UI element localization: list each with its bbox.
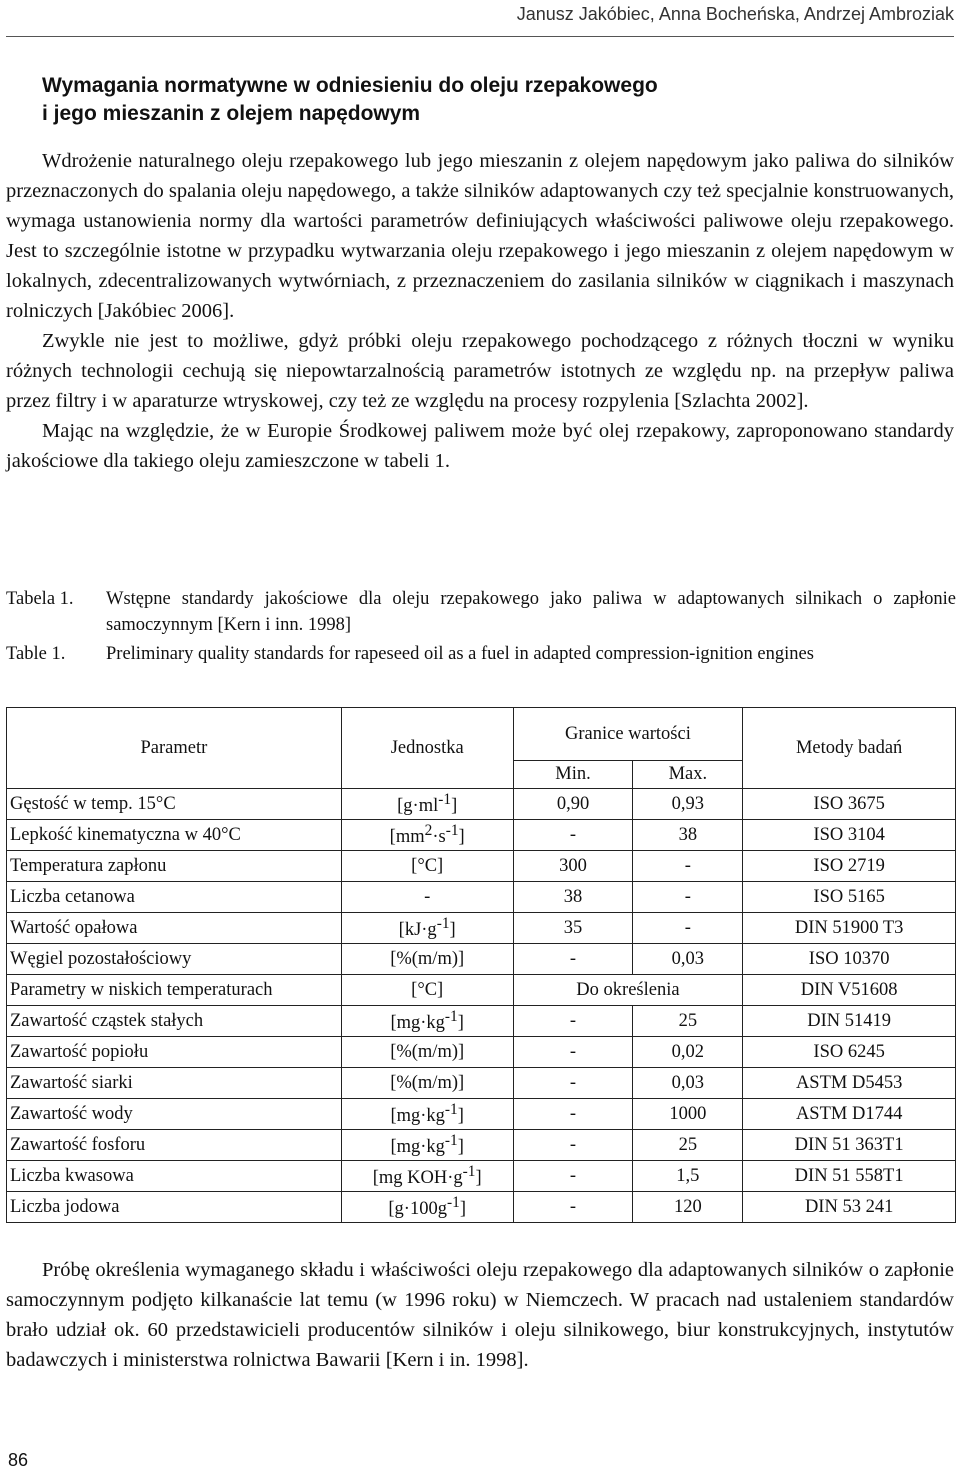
- table-row: [7, 820, 956, 851]
- cell-min: -: [513, 1192, 633, 1223]
- unit-text: ]: [449, 920, 456, 941]
- table-body: [7, 789, 956, 1223]
- header-max: Max.: [633, 761, 743, 789]
- cell-jednostka: [341, 975, 513, 1006]
- table-row: [7, 789, 956, 820]
- unit-text: [°C]: [411, 979, 444, 1000]
- cell-metoda: ISO 6245: [743, 1037, 956, 1068]
- cell-jednostka: [341, 1068, 513, 1099]
- cell-metoda: DIN 53 241: [743, 1192, 956, 1223]
- cell-metoda: ASTM D5453: [743, 1068, 956, 1099]
- unit-text: [kJ·g: [398, 920, 437, 941]
- cell-jednostka: [341, 1192, 513, 1223]
- unit-exponent: 2: [424, 821, 433, 839]
- header-rule: [6, 36, 954, 37]
- cell-min: -: [513, 944, 633, 975]
- unit-text: ]: [475, 1168, 482, 1189]
- table-row: [7, 1130, 956, 1161]
- unit-text: [%(m/m)]: [390, 1041, 465, 1062]
- table-row: [7, 1161, 956, 1192]
- cell-max: 25: [633, 1130, 743, 1161]
- cell-parametr: Liczba kwasowa: [7, 1161, 342, 1192]
- cell-parametr: Parametry w niskich temperaturach: [7, 975, 342, 1006]
- unit-text: ]: [457, 1137, 464, 1158]
- cell-parametr: Zawartość wody: [7, 1099, 342, 1130]
- cell-max: -: [633, 913, 743, 944]
- cell-metoda: ISO 3104: [743, 820, 956, 851]
- cell-max: 0,02: [633, 1037, 743, 1068]
- cell-min: 0,90: [513, 789, 633, 820]
- cell-metoda: ISO 5165: [743, 882, 956, 913]
- cell-max: 120: [633, 1192, 743, 1223]
- cell-min: -: [513, 1037, 633, 1068]
- cell-parametr: Temperatura zapłonu: [7, 851, 342, 882]
- cell-parametr: Zawartość popiołu: [7, 1037, 342, 1068]
- unit-exponent: -1: [446, 1193, 460, 1211]
- unit-exponent: -1: [445, 821, 459, 839]
- unit-text: ·s: [432, 827, 446, 848]
- unit-exponent: -1: [444, 1007, 458, 1025]
- intro-text: [6, 146, 954, 476]
- unit-exponent: -1: [436, 914, 450, 932]
- header-min: Min.: [513, 761, 633, 789]
- unit-text: ]: [458, 827, 465, 848]
- unit-text: ]: [459, 1199, 466, 1220]
- cell-max: 38: [633, 820, 743, 851]
- section-title: [42, 72, 942, 128]
- unit-text: ]: [457, 1013, 464, 1034]
- section-title-line-2: i jego mieszanin z olejem napędowym: [42, 102, 421, 125]
- table-row: [7, 913, 956, 944]
- cell-max: -: [633, 851, 743, 882]
- cell-min: 300: [513, 851, 633, 882]
- cell-min: -: [513, 820, 633, 851]
- paragraph: Zwykle nie jest to możliwe, gdyż próbki oleju rzepakowego pochodzącego z różnych tłoczni w wyniku różnych technologii cechują się niepowtarzalnością parametrów istotnych ze względu np. na przepływ paliwa przez filtry i w aparaturze wtryskowej, czy też ze względu na procesy rozpylenia [Szlachta 2002].: [6, 330, 954, 412]
- cell-max: 1,5: [633, 1161, 743, 1192]
- cell-jednostka: [341, 820, 513, 851]
- cell-parametr: Liczba jodowa: [7, 1192, 342, 1223]
- table-caption-polish: [6, 586, 956, 638]
- unit-text: [mg·kg: [390, 1106, 445, 1127]
- page-number: 86: [8, 1450, 29, 1470]
- cell-jednostka: [341, 1130, 513, 1161]
- cell-metoda: ISO 2719: [743, 851, 956, 882]
- cell-metoda: DIN 51419: [743, 1006, 956, 1037]
- cell-max: 1000: [633, 1099, 743, 1130]
- header-parametr: Parametr: [7, 708, 342, 789]
- unit-text: [%(m/m)]: [390, 1072, 465, 1093]
- cell-min: -: [513, 1068, 633, 1099]
- unit-text: [mg·kg: [390, 1013, 445, 1034]
- cell-parametr: Lepkość kinematyczna w 40°C: [7, 820, 342, 851]
- cell-metoda: DIN 51900 T3: [743, 913, 956, 944]
- cell-parametr: Zawartość fosforu: [7, 1130, 342, 1161]
- table-row: [7, 882, 956, 913]
- unit-text: ]: [451, 796, 458, 817]
- unit-text: [mm: [389, 827, 425, 848]
- unit-exponent: -1: [462, 1162, 476, 1180]
- cell-parametr: Zawartość siarki: [7, 1068, 342, 1099]
- cell-jednostka: [341, 1037, 513, 1068]
- unit-text: [mg·kg: [390, 1137, 445, 1158]
- unit-text: [g·ml: [397, 796, 439, 817]
- cell-max: 0,03: [633, 944, 743, 975]
- cell-jednostka: [341, 944, 513, 975]
- unit-text: ]: [457, 1106, 464, 1127]
- header-metody: Metody badań: [743, 708, 956, 789]
- standards-table: [6, 707, 956, 1223]
- closing-text: [6, 1255, 954, 1375]
- table-row: [7, 975, 956, 1006]
- paragraph: Mając na względzie, że w Europie Środkowej paliwem może być olej rzepakowy, zaproponowano standardy jakościowe dla takiego oleju zamieszczone w tabeli 1.: [6, 420, 954, 472]
- cell-min: 38: [513, 882, 633, 913]
- unit-exponent: -1: [438, 790, 452, 808]
- header-jednostka: Jednostka: [341, 708, 513, 789]
- cell-jednostka: [341, 789, 513, 820]
- cell-jednostka: [341, 1006, 513, 1037]
- cell-max: 25: [633, 1006, 743, 1037]
- cell-min: 35: [513, 913, 633, 944]
- running-head: Janusz Jakóbiec, Anna Bocheńska, Andrzej Ambroziak: [516, 4, 954, 24]
- cell-metoda: ISO 10370: [743, 944, 956, 975]
- caption-label: Tabela 1.: [6, 589, 74, 609]
- paragraph: Wdrożenie naturalnego oleju rzepakowego lub jego mieszanin z olejem napędowym jako paliwa do silników przeznaczonych do spalania oleju napędowego, a także silników adaptowanych czy też specjalnie konstruowanych, wymaga ustanowienia normy dla wartości parametrów definiujących właściwości paliwowe oleju rzepakowego. Jest to szczególnie istotne w przypadku wytwarzania oleju rzepakowego i jego mieszanin z olejem napędowym w lokalnych, zdecentralizowanych wytwórniach, z przeznaczeniem do zasilania silników w ciągnikach i maszynach rolniczych [Jakóbiec 2006].: [6, 150, 954, 322]
- cell-min: -: [513, 1006, 633, 1037]
- cell-parametr: Liczba cetanowa: [7, 882, 342, 913]
- caption-text: Preliminary quality standards for rapeseed oil as a fuel in adapted compression-ignition engines: [106, 644, 814, 664]
- unit-exponent: -1: [444, 1131, 458, 1149]
- cell-metoda: ISO 3675: [743, 789, 956, 820]
- cell-parametr: Gęstość w temp. 15°C: [7, 789, 342, 820]
- table-row: [7, 1099, 956, 1130]
- cell-metoda: DIN 51 558T1: [743, 1161, 956, 1192]
- cell-jednostka: [341, 1161, 513, 1192]
- cell-metoda: ASTM D1744: [743, 1099, 956, 1130]
- cell-jednostka: [341, 1099, 513, 1130]
- cell-parametr: Węgiel pozostałościowy: [7, 944, 342, 975]
- unit-text: [g·100g: [388, 1199, 447, 1220]
- cell-min: -: [513, 1130, 633, 1161]
- table-row: [7, 851, 956, 882]
- table-row: [7, 1006, 956, 1037]
- cell-max: 0,93: [633, 789, 743, 820]
- paragraph: Próbę określenia wymaganego składu i właściwości oleju rzepakowego dla adaptowanych silników o zapłonie samoczynnym podjęto kilkanaście lat temu (w 1996 roku) w Niemczech. W pracach nad ustaleniem standardów brało udział ok. 60 przedstawicieli producentów silników i oleju silnikowego, biur konstrukcyjnych, instytutów badawczych i ministerstwa rolnictwa Bawarii [Kern i in. 1998].: [6, 1259, 954, 1371]
- unit-text: [mg KOH·g: [372, 1168, 463, 1189]
- unit-text: [°C]: [411, 855, 444, 876]
- cell-jednostka: [341, 913, 513, 944]
- cell-metoda: DIN 51 363T1: [743, 1130, 956, 1161]
- unit-text: -: [424, 886, 431, 907]
- table-row: [7, 1192, 956, 1223]
- table-row: [7, 1037, 956, 1068]
- header-granice: Granice wartości: [513, 708, 743, 761]
- cell-min: -: [513, 1161, 633, 1192]
- cell-min: -: [513, 1099, 633, 1130]
- cell-jednostka: [341, 882, 513, 913]
- table-row: [7, 1068, 956, 1099]
- caption-label: Table 1.: [6, 644, 66, 664]
- section-title-line-1: Wymagania normatywne w odniesieniu do oleju rzepakowego: [42, 74, 658, 97]
- cell-parametr: Zawartość cząstek stałych: [7, 1006, 342, 1037]
- caption-text: Wstępne standardy jakościowe dla oleju rzepakowego jako paliwa w adaptowanych silnikach o zapłonie samoczynnym [Kern i inn. 1998]: [106, 589, 956, 635]
- cell-granice-span: Do określenia: [513, 975, 743, 1006]
- cell-metoda: DIN V51608: [743, 975, 956, 1006]
- unit-text: [%(m/m)]: [390, 948, 465, 969]
- cell-parametr: Wartość opałowa: [7, 913, 342, 944]
- cell-max: 0,03: [633, 1068, 743, 1099]
- table-caption-english: [6, 641, 956, 667]
- cell-jednostka: [341, 851, 513, 882]
- table-row: [7, 944, 956, 975]
- cell-max: -: [633, 882, 743, 913]
- unit-exponent: -1: [444, 1100, 458, 1118]
